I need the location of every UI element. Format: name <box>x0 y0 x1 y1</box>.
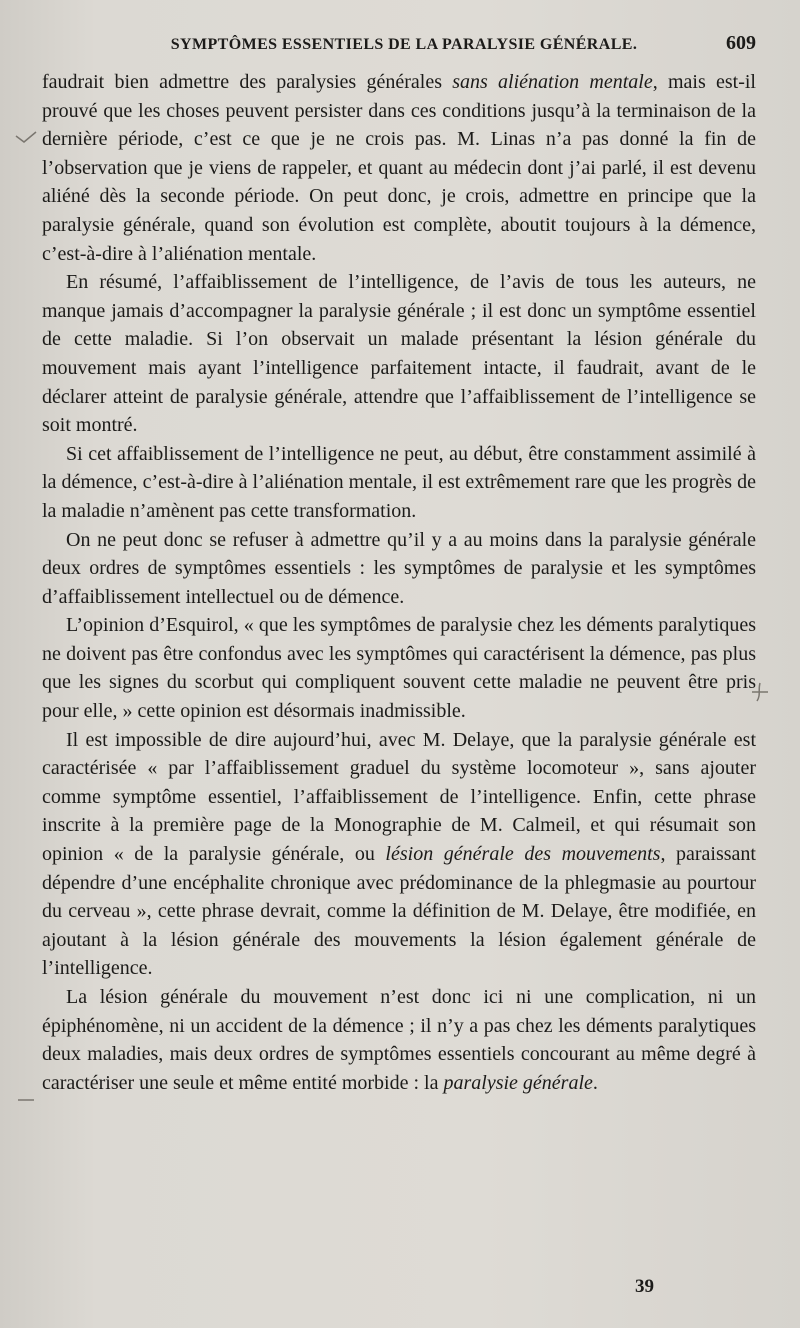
pencil-check-mark-icon <box>14 130 38 148</box>
page-number: 609 <box>726 32 756 54</box>
page-header <box>42 32 756 62</box>
paragraph-3: Si cet affaiblissement de l’intelligence ne peut, au début, être constamment assimilé à la démence, c’est-à-dire à l’aliénation mentale, il est extrêmement rare que les progrès de la maladie n’amènent pas cette transformation. <box>42 442 756 522</box>
running-title: SYMPTÔMES ESSENTIELS DE LA PARALYSIE GÉNÉRALE. <box>170 36 638 53</box>
paragraph-7-text-b: . <box>592 1071 598 1094</box>
pencil-dash-mark-icon <box>16 1096 36 1104</box>
paragraph-1-text-a: faudrait bien admettre des paralysies générales <box>42 71 453 93</box>
paragraph-7 <box>42 983 756 1097</box>
paragraph-7-italic: paralysie générale <box>443 1071 593 1094</box>
signature-mark: 39 <box>635 1276 654 1297</box>
paragraph-6-text-a: Il est impossible de dire aujourd’hui, avec M. Delaye, que la paralysie générale est caractérisée « par l’affaiblissement graduel du système locomoteur », sans ajouter comme symptôme essentiel, l’affaiblissement de l’intelligence. Enfin, cette phrase inscrite à la première page de la Monographie de M. Calmeil, et qui résumait son opinion « de la paralysie générale, ou <box>42 728 756 866</box>
pencil-cross-mark-icon <box>748 680 772 704</box>
paragraph-1 <box>42 68 756 268</box>
paragraph-1-italic: sans aliénation mentale <box>452 71 653 93</box>
paragraph-6-text-b: , paraissant dépendre d’une encéphalite chronique avec prédominance de la phlegmasie au pourtour du cerveau », cette phrase devrait, comme la définition de M. Delaye, être modifiée, en ajoutant à la lésion générale des mouvements la lésion également générale de l’intelligence. <box>42 843 756 980</box>
paragraph-6-italic: lésion générale des mouvements <box>385 843 661 866</box>
paragraph-7-text-a: La lésion générale du mouvement n’est donc ici ni une complication, ni un épiphénomène, ni un accident de la démence ; il n’y a pas chez les déments paralytiques deux maladies, mais deux ordres de symptômes essentiels concourant au même degré à caractériser une seule et même entité morbide : la <box>42 986 756 1094</box>
paragraph-6 <box>42 726 756 983</box>
body-text <box>42 68 756 1097</box>
paragraph-5: L’opinion d’Esquirol, « que les symptômes de paralysie chez les déments paralytiques ne doivent pas être confondus avec les symptômes qui caractérisent la démence, pas plus que les signes du scorbut qui compliquent souvent cette maladie ne peuvent être pris pour elle, » cette opinion est désormais inadmissible. <box>42 614 756 723</box>
paragraph-4: On ne peut donc se refuser à admettre qu’il y a au moins dans la paralysie générale deux ordres de symptômes essentiels : les symptômes de paralysie et les symptômes d’affaiblissement intellectuel ou de démence. <box>42 528 756 608</box>
paragraph-2: En résumé, l’affaiblissement de l’intelligence, de l’avis de tous les auteurs, ne manque jamais d’accompagner la paralysie générale ; il est donc un symptôme essentiel de cette maladie. Si l’on observait un malade présentant la lésion générale du mouvement mais ayant l’intelligence parfaitement intacte, il faudrait, avant de le déclarer atteint de paralysie générale, attendre que l’affaiblissement de l’intelligence se soit montré. <box>42 271 756 437</box>
paragraph-1-text-b: , mais est-il prouvé que les choses peuvent persister dans ces conditions jusqu’à la terminaison de la dernière période, c’est ce que je ne crois pas. M. Linas n’a pas donné la fin de l’observation que je viens de rappeler, et quant au médecin dont j’ai parlé, il est devenu aliéné dès la seconde période. On peut donc, je crois, admettre en principe que la paralysie générale, quand son évolution est complète, aboutit toujours à la démence, c’est-à-dire à l’aliénation mentale. <box>42 71 756 265</box>
